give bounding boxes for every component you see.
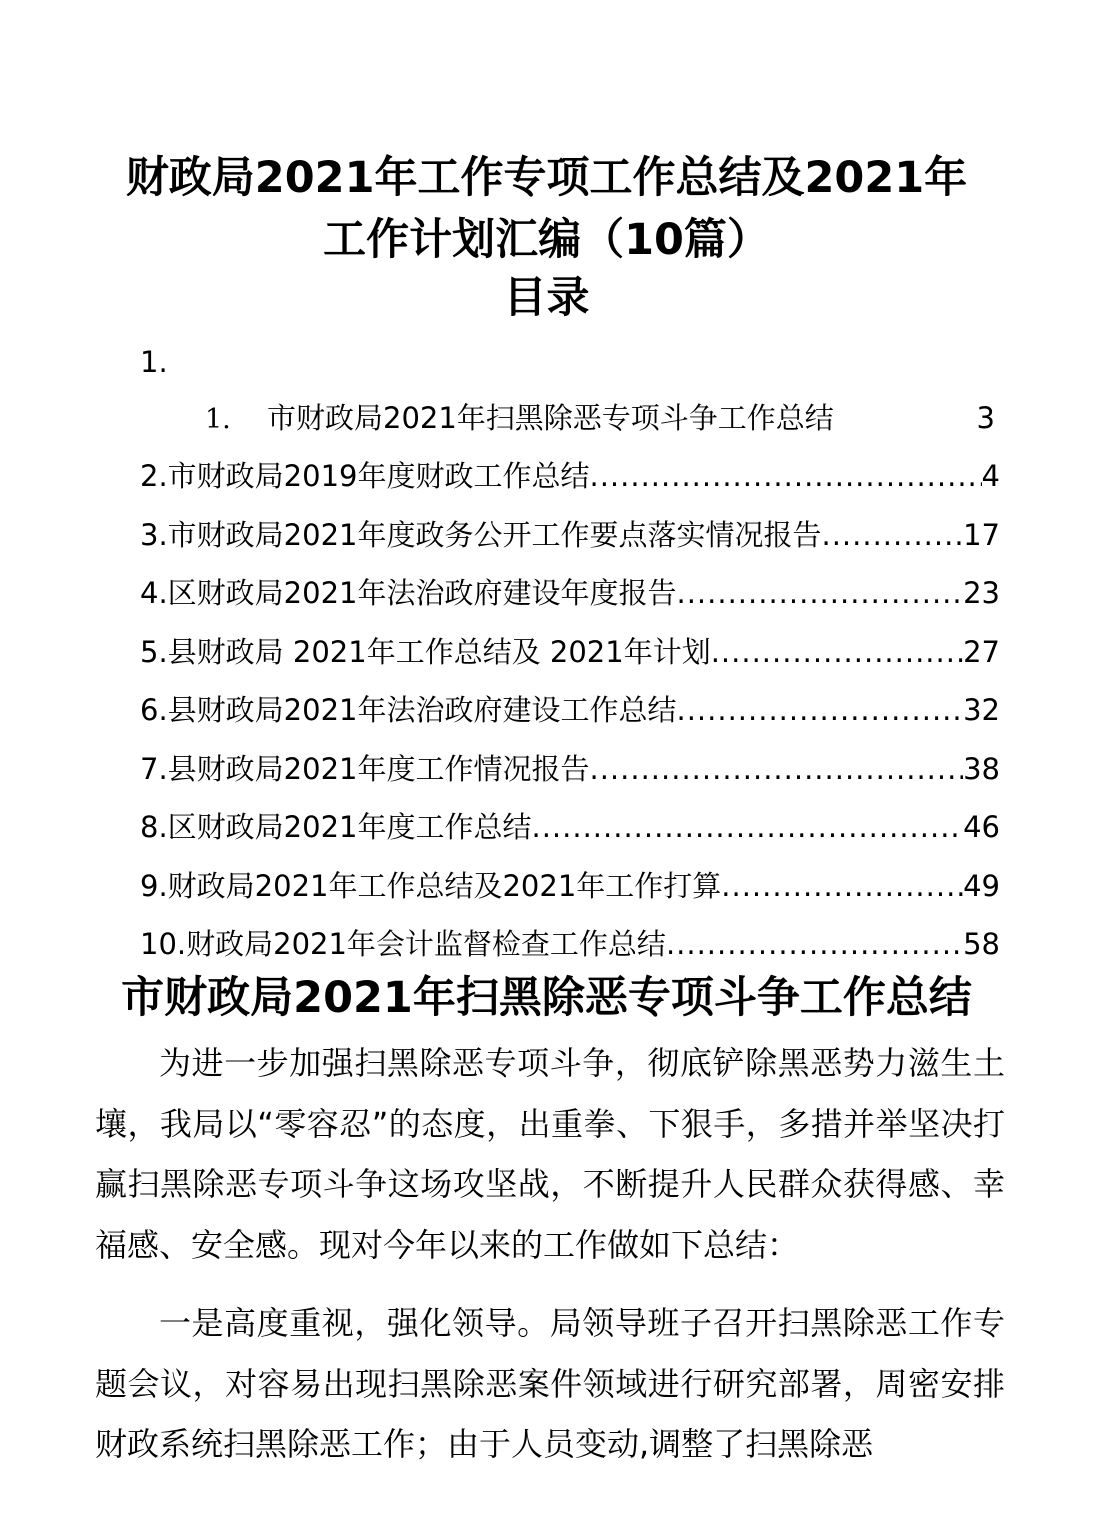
toc-item[interactable] [140, 745, 1000, 804]
toc-dot-leader [711, 628, 963, 676]
toc-heading: 目录 [503, 273, 590, 323]
toc-item-page: 58 [963, 927, 1000, 961]
toc-dot-leader [589, 745, 963, 793]
toc-item-text: 6.县财政局2021年法治政府建设工作总结 [140, 693, 677, 727]
toc-sub-item[interactable] [205, 396, 995, 442]
toc-sub-text: 市财政局2021年扫黑除恶专项斗争工作总结 [267, 401, 834, 435]
toc-item[interactable] [140, 569, 1000, 628]
toc-item-page: 32 [963, 693, 1000, 727]
body-paragraph: 一是高度重视，强化领导。局领导班子召开扫黑除恶工作专题会议，对容易出现扫黑除恶案件领域进行研究部署，周密安排财政系统扫黑除恶工作；由于人员变动,调整了扫黑除恶 [95, 1304, 1005, 1463]
toc-item[interactable] [140, 511, 1000, 570]
toc-item-text: 8.区财政局2021年度工作总结 [140, 810, 532, 844]
toc-item-page: 27 [963, 634, 1000, 669]
toc-dot-leader [589, 452, 981, 500]
toc-dot-leader [676, 569, 963, 617]
toc-item[interactable] [140, 628, 1000, 687]
document-title-line2: 工作计划汇编（10篇） [323, 215, 770, 265]
section-title: 市财政局2021年扫黑除恶专项斗争工作总结 [121, 973, 972, 1023]
toc-sub-number: 1. [205, 404, 231, 435]
toc-dot-leader [821, 511, 963, 559]
toc-item[interactable] [140, 686, 1000, 745]
toc-dot-leader [676, 686, 963, 734]
toc-sub-page: 3 [976, 401, 995, 435]
toc-item-text: 7.县财政局2021年度工作情况报告 [140, 751, 590, 786]
toc-item-page: 38 [963, 751, 1000, 786]
toc-item-text: 9.财政局2021年工作总结及2021年工作打算 [140, 868, 722, 903]
toc-item-text: 10.财政局2021年会计监督检查工作总结 [140, 927, 666, 961]
toc-item-text: 4.区财政局2021年法治政府建设年度报告 [140, 576, 677, 610]
toc-item-text: 5.县财政局 2021年工作总结及 2021年计划 [140, 634, 711, 669]
toc-item-page: 46 [963, 810, 1000, 844]
toc-item[interactable] [140, 452, 1000, 511]
toc-dot-leader [666, 920, 963, 968]
toc-list [140, 452, 1000, 979]
toc-item[interactable] [140, 803, 1000, 862]
toc-item-page: 49 [963, 868, 1000, 903]
toc-item-text: 2.市财政局2019年度财政工作总结 [140, 459, 590, 493]
toc-item[interactable] [140, 862, 1000, 921]
toc-item-text: 3.市财政局2021年度政务公开工作要点落实情况报告 [140, 517, 822, 552]
toc-item-page: 4 [981, 459, 1000, 493]
toc-item-page: 17 [963, 517, 1000, 552]
toc-dot-leader [531, 803, 963, 851]
body-paragraph: 为进一步加强扫黑除恶专项斗争，彻底铲除黑恶势力滋生土壤，我局以“零容忍”的态度，出重拳、下狠手，多措并举坚决打赢扫黑除恶专项斗争这场攻坚战，不断提升人民群众获得感、幸福感、安全感。现对今年以来的工作做如下总结： [95, 1044, 1005, 1264]
toc-first-number: 1. [140, 345, 168, 379]
toc-dot-leader [721, 862, 963, 910]
document-title-line1: 财政局2021年工作专项工作总结及2021年 [125, 153, 968, 203]
toc-item-page: 23 [963, 576, 1000, 610]
